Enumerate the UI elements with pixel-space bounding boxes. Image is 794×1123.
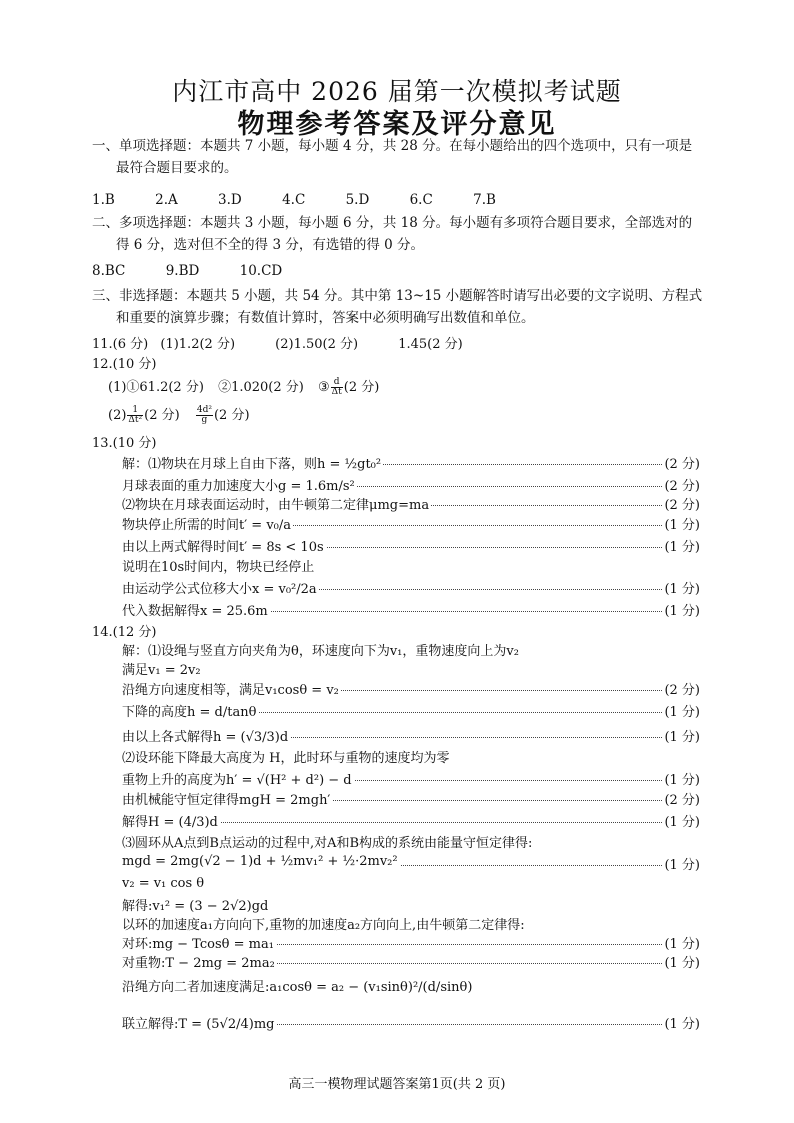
q14-head: 14.(12 分) [92,625,157,640]
q11-line [92,333,463,352]
q13-step-6: 由运动学公式位移大小x = v₀²/2a (1 分) [122,578,700,596]
answer-7: 7.B [473,192,496,208]
q11-answer-3: 1.45(2 分) [398,337,463,352]
q13-step-1: 解：⑴物块在月球上自由下落，则h = ½gt₀² (2 分) [122,453,700,471]
q12-part2-points-a: (2 分) [144,408,180,423]
q14-step-10: 联立解得:T = (5√2/4)mg (1 分) [122,1013,700,1031]
q14-step-5: 由机械能守恒定律得mgH = 2mgh′ (2 分) [122,789,700,807]
q12-answer-3-points: (2 分) [343,380,380,395]
q12-part2-prefix: (2) [108,408,127,423]
q14-step-6: 解得H = (4/3)d (1 分) [122,811,700,829]
q14-line-8: 沿绳方向二者加速度满足:a₁cosθ = a₂ − (v₁sinθ)²/(d/sinθ) [122,980,473,995]
q12-answer-3-fraction: $\frac{d}{\Delta t}$ [331,377,342,397]
q13-step-3: ⑵物块在月球表面运动时，由牛顿第二定律μmg=ma (2 分) [122,494,700,512]
q11-answer-1: (1)1.2(2 分) [160,337,236,352]
q12-head: 12.(10 分) [92,357,157,372]
part1-answers [92,192,532,208]
q11-answer-2: (2)1.50(2 分) [275,337,359,352]
q14-step-1: 沿绳方向速度相等，满足v₁cosθ = v₂ (2 分) [122,679,700,697]
q12-row1 [108,376,379,397]
part3-line1: 三、非选择题：本题共 5 小题，共 54 分。其中第 13~15 小题解答时请写出必要的文字说明、方程式 [92,288,703,304]
part2-line1: 二、多项选择题：本题共 3 小题，每小题 6 分，共 18 分。每小题有多项符合题目要求，全部选对的 [92,215,693,231]
exam-subtitle: 物理参考答案及评分意见 [237,109,557,140]
answer-2: 2.A [155,192,178,208]
q14-step-4: 重物上升的高度为h′ = √(H² + d²) − d (1 分) [122,769,700,787]
q12-row2 [108,404,250,425]
answer-10: 10.CD [239,263,283,279]
q13-step-4: 物块停止所需的时间t′ = v₀/a (1 分) [122,514,700,532]
part1-line1: 一、单项选择题：本题共 7 小题，每小题 4 分，共 28 分。在每小题给出的四个选项中，只有一项是 [92,138,693,154]
q14-line-3: ⑵设环能下降最大高度为 H，此时环与重物的速度均为零 [122,751,450,766]
q12-part2-points-b: (2 分) [213,408,250,423]
part2-instructions [92,212,712,256]
q13-step-2: 月球表面的重力加速度大小g = 1.6m/s² (2 分) [122,475,700,493]
part1-line2: 最符合题目要求的。 [116,160,238,176]
q12-part2-fraction-b: $\frac{\text{4d²}}{g}$ [196,405,212,425]
q14-step-8: 对环:mg − Tcosθ = ma₁ (1 分) [122,933,700,951]
q12-answer-3-prefix: ③ [317,380,330,395]
part1-instructions [92,135,712,179]
part2-answers [92,263,318,279]
answer-1: 1.B [92,192,115,208]
q14-step-9: 对重物:T − 2mg = 2ma₂ (1 分) [122,952,700,970]
q14-line-7: 以环的加速度a₁方向向下,重物的加速度a₂方向向上,由牛顿第二定律得: [122,918,525,933]
page-footer: 高三一模物理试题答案第1页(共 2 页) [288,1077,506,1092]
q12-answer-1: (1)①61.2(2 分) [108,380,204,395]
q14-step-3: 由以上各式解得h = (√3/3)d (1 分) [122,726,700,744]
answer-9: 9.BD [165,263,200,279]
q12-part2-fraction-a: $\frac{1}{\text{Δt²}}$ [128,405,143,425]
q14-line-1: 解：⑴设绳与竖直方向夹角为θ，环速度向下为v₁，重物速度向上为v₂ [122,644,519,659]
q14-line-5: v₂ = v₁ cos θ [122,876,205,891]
q14-step-2: 下降的高度h = d/tanθ (1 分) [122,701,700,719]
answer-5: 5.D [345,192,370,208]
part3-line2: 和重要的演算步骤；有数值计算时，答案中必须明确写出数值和单位。 [116,310,535,326]
part3-instructions [92,285,712,329]
q14-step-7: mgd = 2mg(√2 − 1)d + ½mv₁² + ½·2mv₂² (1 分) [122,854,700,873]
answer-4: 4.C [282,192,306,208]
answer-6: 6.C [409,192,433,208]
q13-head: 13.(10 分) [92,436,157,451]
q12-answer-2: ②1.020(2 分) [218,380,304,395]
q13-step-5: 由以上两式解得时间t′ = 8s < 10s (1 分) [122,536,700,554]
q11-head: 11.(6 分) [92,337,149,352]
answer-8: 8.BC [92,263,126,279]
q13-note: 说明在10s时间内，物块已经停止 [122,560,315,575]
answer-3: 3.D [218,192,242,208]
q14-line-6: 解得:v₁² = (3 − 2√2)gd [122,899,269,914]
q14-line-4: ⑶圆环从A点到B点运动的过程中,对A和B构成的系统由能量守恒定律得: [122,836,533,851]
q13-step-7: 代入数据解得x = 25.6m (1 分) [122,600,700,618]
part2-line2: 得 6 分，选对但不全的得 3 分，有选错的得 0 分。 [116,237,425,253]
exam-title: 内江市高中 2026 届第一次模拟考试题 [172,77,622,106]
q14-line-2: 满足v₁ = 2v₂ [122,663,201,678]
